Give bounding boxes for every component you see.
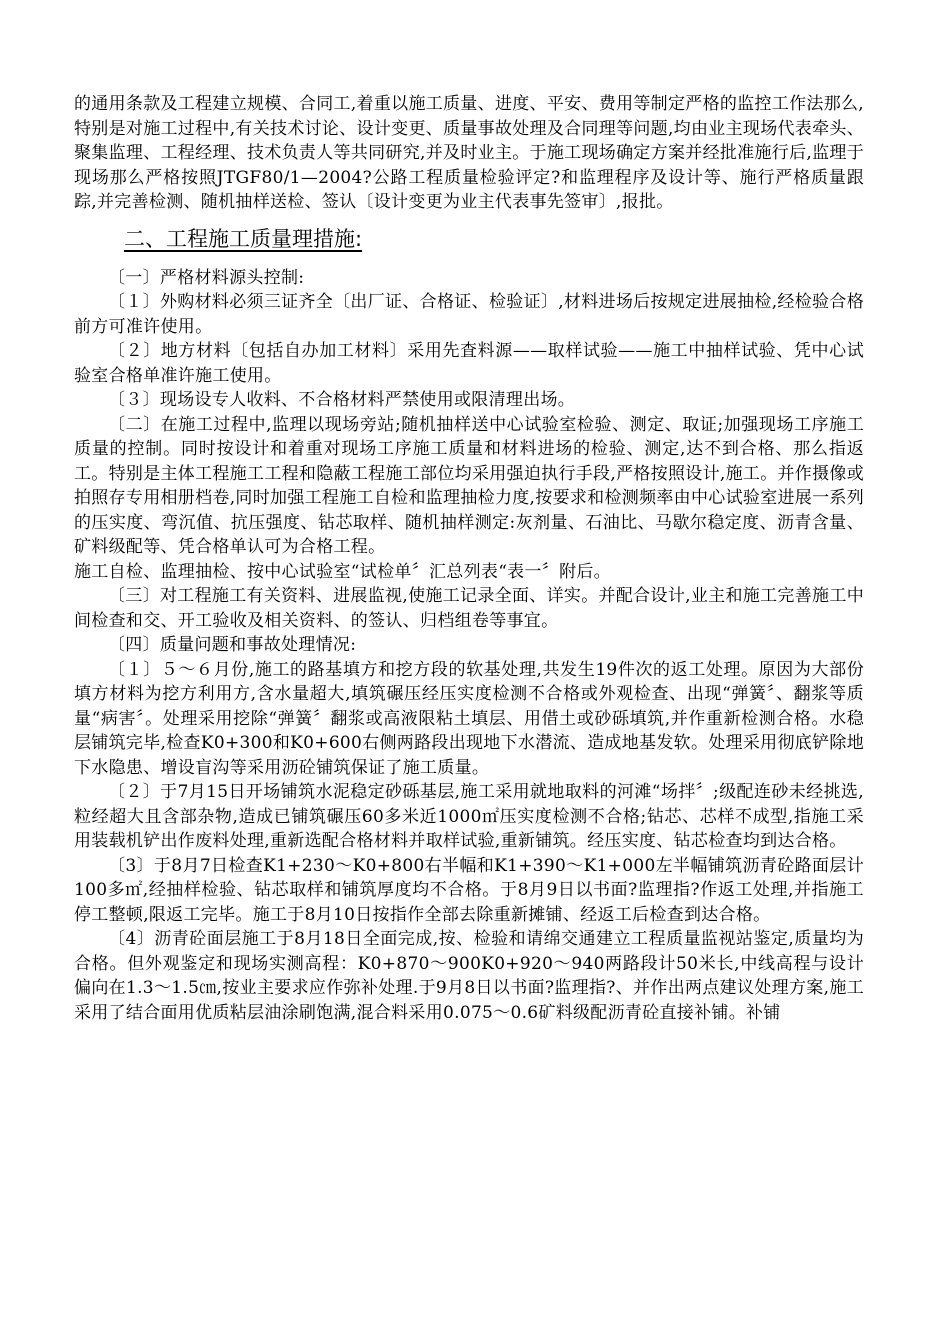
paragraph-issue-4: 〔4〕沥青砼面层施工于8月18日全面完成,按、检验和请绵交通建立工程质量监视站鉴定,质量均为合格。但外观鉴定和现场实测高程：K0+870～900K0+920～940两路段计50米长,中线高程与设计偏向在1.3～1.5㎝,按业主要求应作弥补处理.于9月8日以书面?监理指?、并作出两点建议处理方案,施工采用了结合面用优质粘层油涂刷饱满,混合料采用0.075～0.6矿料级配沥青砼直接补铺。补铺 bbox=[74, 929, 864, 1023]
paragraph-issue-2: 〔２〕于7月15日开场铺筑水泥稳定砂砾基层,施工采用就地取料的河滩“场拌〞;级配连砂未经挑选,粒经超大且含部杂物,造成已铺筑碾压60多米近1000㎡压实度检测不合格;钻芯、芯样不成型,指施工采用装载机铲出作废料处理,重新选配合格材料并取样试验,重新铺筑。经压实度、钻芯检查均到达合格。 bbox=[74, 782, 864, 851]
paragraph-purchased-materials: 〔１〕外购材料必须三证齐全〔出厂证、合格证、检验证〕,材料进场后按规定进展抽检,经检验合格前方可准许使用。 bbox=[74, 292, 864, 337]
paragraph-receiving: 〔３〕现场设专人收料、不合格材料严禁使用或限清理出场。 bbox=[108, 390, 576, 410]
paragraph-issue-3: 〔3〕于8月7日检查K1+230～K0+800右半幅和K1+390～K1+000左半幅铺筑沥青砼路面层计100多㎡,经抽样检验、钻芯取样和铺筑厚度均不合格。于8月9日以书面?监理指?作返工处理,并指施工停工整顿,限返工完毕。施工于8月10日按指作全部去除重新摊铺、经返工后检查到达合格。 bbox=[74, 855, 864, 925]
paragraph-inspection-summary: 施工自检、监理抽检、按中心试验室“试检单〞汇总列表“表一〞附后。 bbox=[74, 561, 611, 582]
paragraph-quality-issues: 〔四〕质量问题和事故处理情况: bbox=[108, 635, 357, 655]
paragraph-local-materials: 〔２〕地方材料〔包括自办加工材料〕采用先査料源——取样试验——施工中抽样试验、凭中心试验室合格单准许施工使用。 bbox=[74, 341, 864, 386]
paragraph-intro: 的通用条款及工程建立规模、合同工,着重以施工质量、进度、平安、费用等制定严格的监控工作法那么,特别是对施工过程中,有关技术讨论、设计变更、质量事故处理及合同理等问题,均由业主现场代表牵头、聚集监理、工程经理、技术负责人等共同研究,并及时业主。于施工现场确定方案并经批准施行后,监理于现场那么严格按照JTGF80/1—2004?公路工程质量检验评定?和监理程序及设计等、施行严格质量跟踪,并完善检测、随机抽样送检、签认〔设计变更为业主代表事先签审〕,报批。 bbox=[74, 94, 864, 212]
paragraph-material-control: 〔一〕严格材料源头控制: bbox=[108, 267, 305, 288]
section-heading: 二、工程施工质量理措施: bbox=[124, 226, 363, 251]
paragraph-issue-1: 〔１〕５～６月份,施工的路基填方和挖方段的软基处理,共发生19件次的返工处理。原因为大部份填方材料为挖方利用方,含水量超大,填筑碾压经压实度检测不合格或外观检查、出现“弹簧〞、翻浆等质量“病害〞。处理采用挖除“弹簧〞翻浆或高液限粘土填层、用借土或砂砾填筑,并作重新检测合格。水稳层铺筑完毕,检查K0+300和K0+600右侧两路段出现地下水潜流、造成地基发软。处理采用彻底铲除地下水隐患、增设盲沟等采用沥砼铺筑保证了施工质量。 bbox=[74, 659, 864, 778]
paragraph-construction-process: 〔二〕在施工过程中,监理以现场旁站;随机抽样送中心试验室检验、测定、取证;加强现场工序施工质量的控制。同时按设计和着重对现场工序施工质量和材料进场的检验、测定,达不到合格、那么指返工。特别是主体工程施工工程和隐蔽工程施工部位均采用强迫执行手段,严格按照设计,施工。并作摄像或拍照存专用相册档卷,同时加强工程施工自检和监理抽检力度,按要求和检测频率由中心试验室进展一系列的压实度、弯沉值、抗压强度、钻芯取样、随机抽样测定:灰剂量、石油比、马歇尔稳定度、沥青含量、矿料级配等、凭合格单认可为合格工程。 bbox=[74, 414, 864, 557]
paragraph-documentation: 〔三〕对工程施工有关资料、进展监视,使施工记录全面、详实。并配合设计,业主和施工完善施工中间检查和交、开工验收及相关资料、的签认、归档组卷等事宜。 bbox=[74, 586, 864, 631]
